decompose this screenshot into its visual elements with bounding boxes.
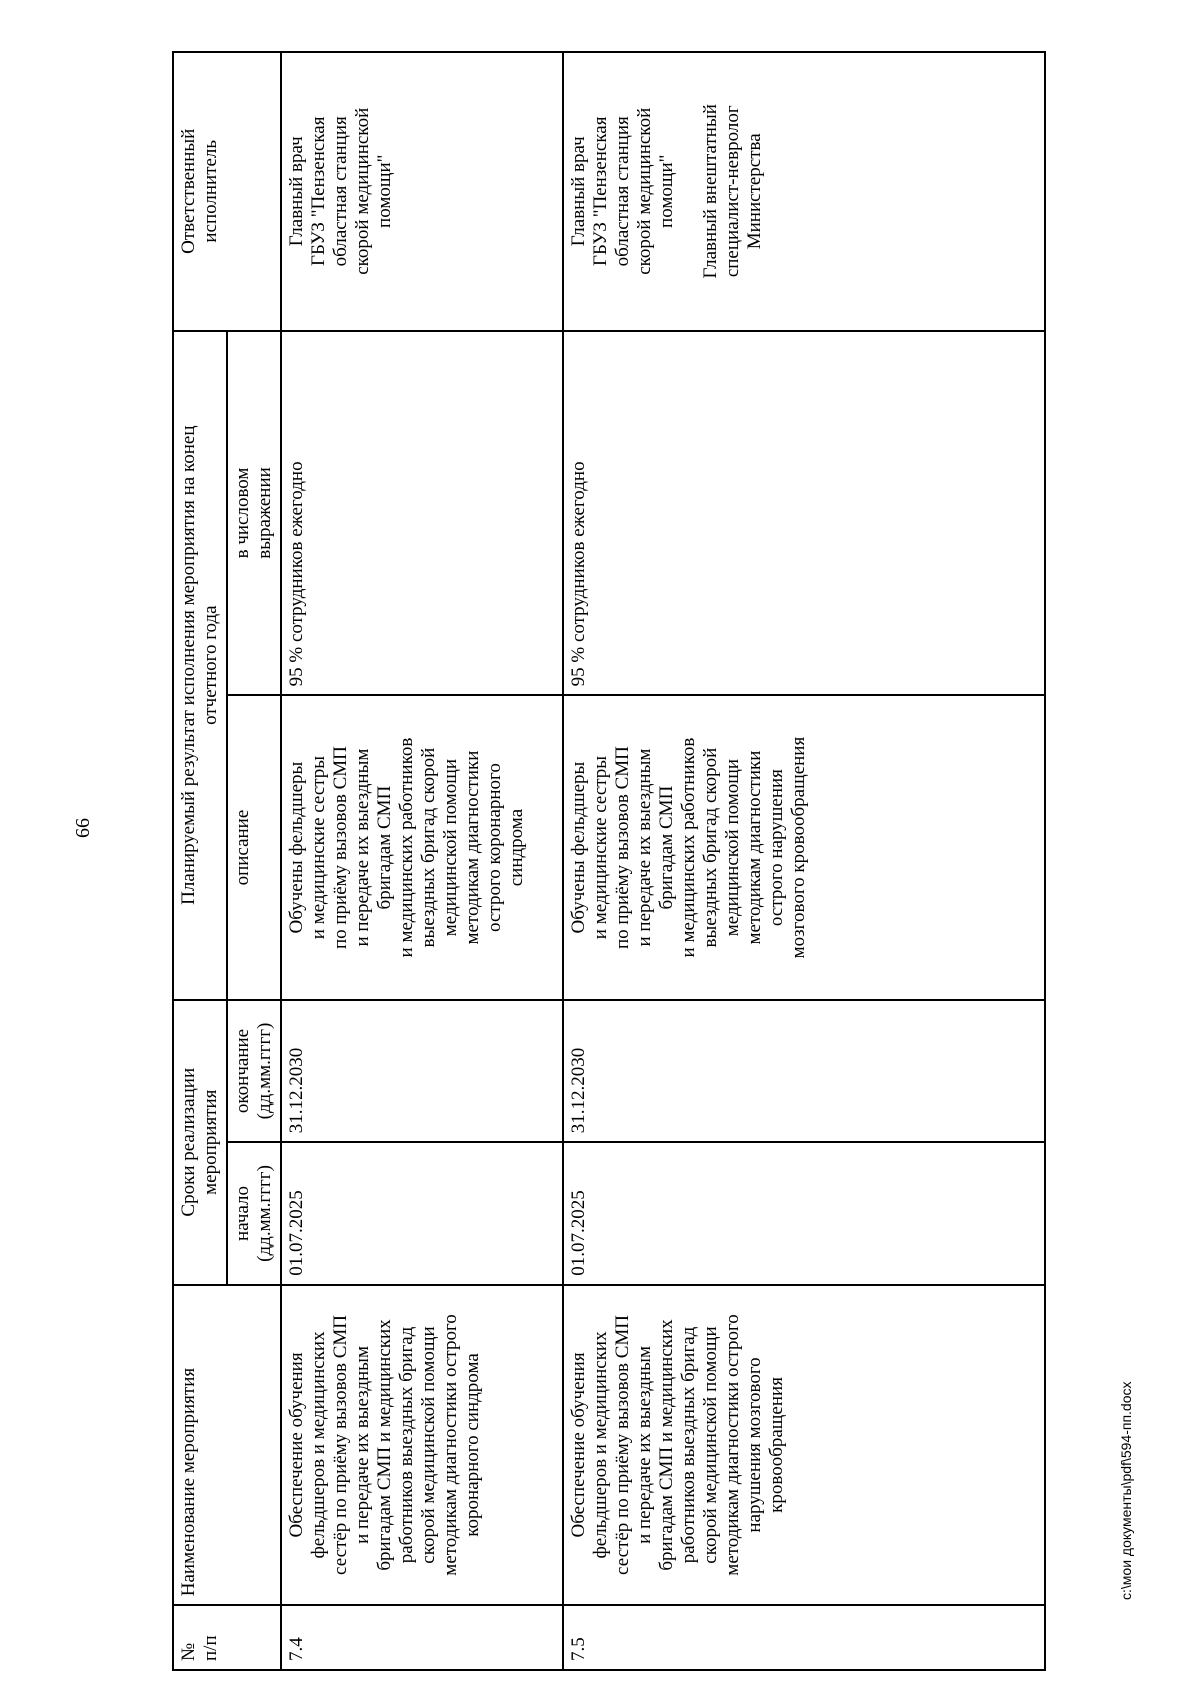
row-numeric: 95 % сотрудников ежегодно (281, 331, 563, 696)
row-name: Обеспечение обучения фельдшеров и медицинских сестёр по приёму вызовов СМП и передаче их выездным бригадам СМП и медицинских работников выездных бригад скорой медицинской помощи методикам диагностики острого коронарного синдрома (281, 1285, 563, 1606)
row-start: 01.07.2025 (281, 1142, 563, 1284)
row-num: 7.5 (563, 1605, 1045, 1670)
header-end: окончание (дд.мм.гггг) (227, 1000, 281, 1142)
row-start: 01.07.2025 (563, 1142, 1045, 1284)
footer-file-path: c:\мои документы\pdf\594-пп.docx (1118, 1381, 1134, 1600)
header-numeric: в числовом выражении (227, 331, 281, 696)
header-row-1 (173, 52, 227, 1670)
table-row (563, 52, 1045, 1670)
rotated-table-sheet (172, 51, 1038, 1671)
header-description: описание (227, 695, 281, 999)
row-end: 31.12.2030 (563, 1000, 1045, 1142)
row-num: 7.4 (281, 1605, 563, 1670)
row-name: Обеспечение обучения фельдшеров и медицинских сестёр по приёму вызовов СМП и передаче их выездным бригадам СМП и медицинских работников выездных бригад скорой медицинской помощи методикам диагностики острого нарушения мозгового кровообращения (563, 1285, 1045, 1606)
row-numeric: 95 % сотрудников ежегодно (563, 331, 1045, 696)
row-end: 31.12.2030 (281, 1000, 563, 1142)
table-row (281, 52, 563, 1670)
plan-table (172, 51, 1046, 1671)
row-responsible: Главный врач ГБУЗ "Пензенская областная станция скорой медицинской помощи" Главный внештатный специалист-невролог Министерства (563, 52, 1045, 331)
header-start: начало (дд.мм.гггг) (227, 1142, 281, 1284)
header-name: Наименование мероприятия (173, 1285, 281, 1606)
header-num: № п/п (173, 1605, 281, 1670)
header-result: Планируемый результат исполнения мероприятия на конец отчетного года (173, 331, 227, 1000)
row-responsible: Главный врач ГБУЗ "Пензенская областная станция скорой медицинской помощи" (281, 52, 563, 331)
row-description: Обучены фельдшеры и медицинские сестры по приёму вызовов СМП и передаче их выездным бригадам СМП и медицинских работников выездных бригад скорой медицинской помощи методикам диагностики острого нарушения мозгового кровообращения (563, 695, 1045, 999)
header-responsible: Ответственный исполнитель (173, 52, 281, 331)
row-description: Обучены фельдшеры и медицинские сестры по приёму вызовов СМП и передаче их выездным бригадам СМП и медицинских работников выездных бригад скорой медицинской помощи методикам диагностики острого коронарного синдрома (281, 695, 563, 999)
header-terms: Сроки реализации мероприятия (173, 1000, 227, 1285)
page-number: 66 (72, 818, 94, 838)
